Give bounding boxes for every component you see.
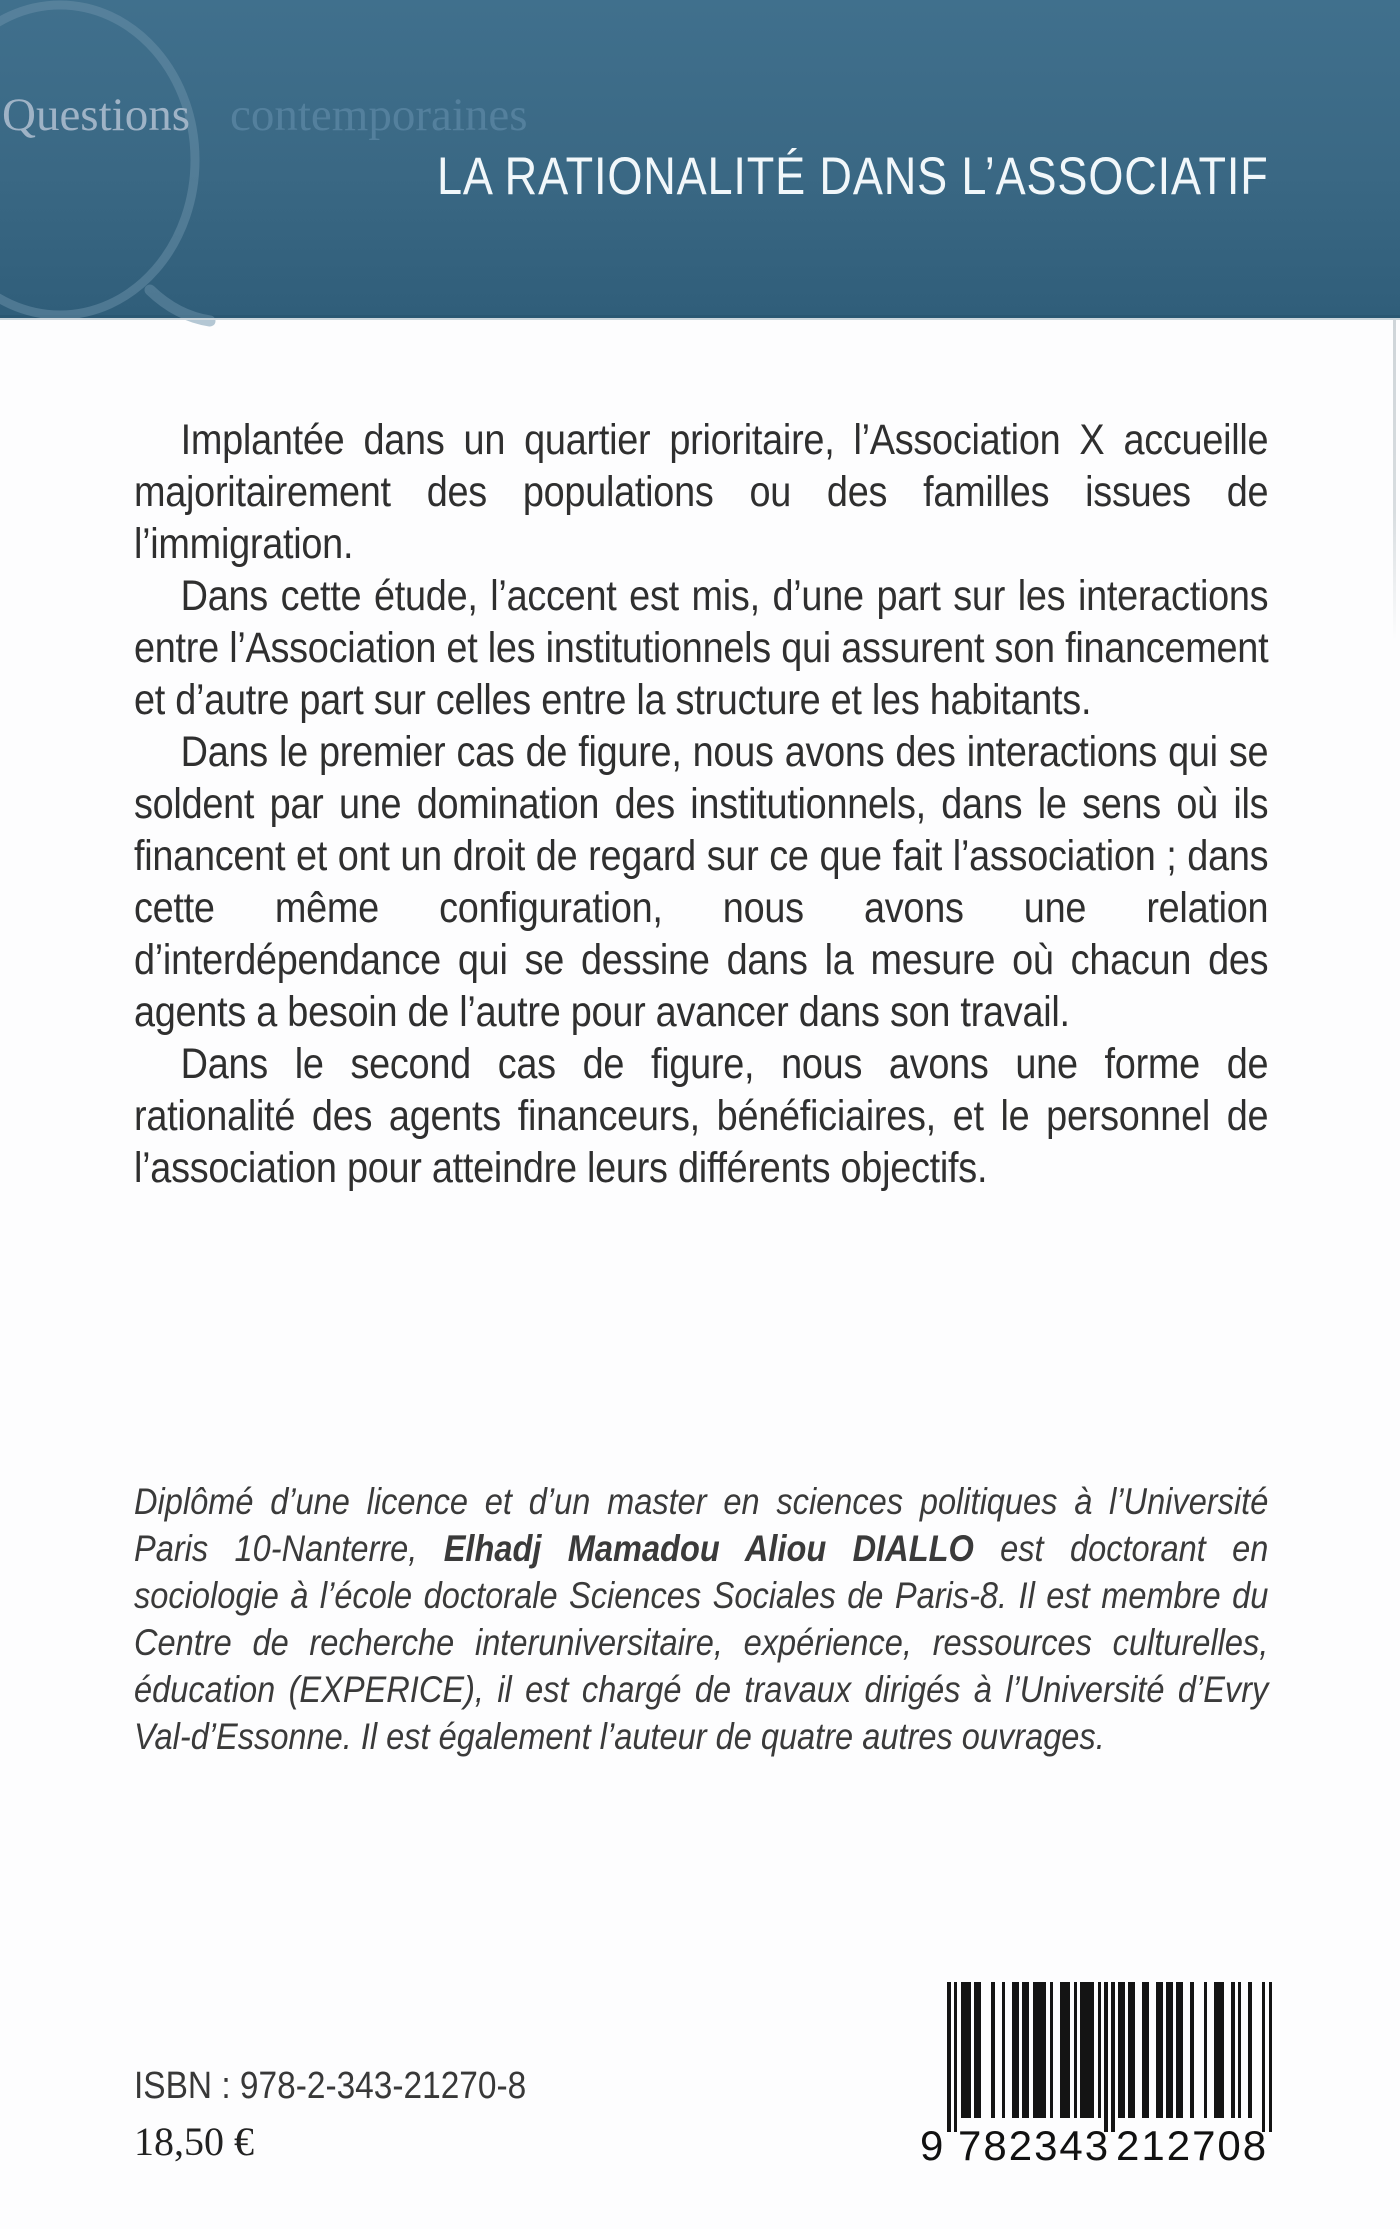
- barcode-digit-left: 9: [920, 2122, 946, 2169]
- barcode-bar: [1169, 1982, 1173, 2118]
- barcode-digits-group2: 212708: [1116, 2122, 1269, 2169]
- bio-text-before-name: Diplômé d’une licence et d’un master en sciences politiques à l’Université Paris 10-Nanterre,: [134, 1481, 1269, 1569]
- barcode-digits-group1: 782343: [958, 2122, 1111, 2169]
- barcode-bar: [1248, 1982, 1252, 2118]
- barcode-bar: [954, 1982, 958, 2132]
- bio-text-after-name: est doctorant en sociologie à l’école doctorale Sciences Sociales de Paris-8. Il est membre du Centre de recherche interuniversitaire, expérience, ressources culturelles, éducation (EXPERICE), il est chargé de travaux dirigés à l’Université d’Evry Val-d’Essonne. Il est également l’auteur de quatre autres ouvrages.: [134, 1528, 1269, 1757]
- barcode-bar: [1050, 1982, 1054, 2118]
- barcode-bar: [1231, 1982, 1235, 2118]
- header-band: [0, 0, 1400, 318]
- barcode-bar: [1262, 1982, 1266, 2132]
- barcode-bar: [1015, 1982, 1019, 2118]
- book-title: LA RATIONALITÉ DANS L’ASSOCIATIF: [437, 147, 1269, 206]
- barcode-bar: [1098, 1982, 1102, 2118]
- barcode-bar: [1043, 1982, 1047, 2118]
- synopsis-paragraph-2: Dans cette étude, l’accent est mis, d’une part sur les interactions entre l’Association et les institutionnels qui assurent son financement et d’autre part sur celles entre la structure et les habitants.: [134, 572, 1269, 724]
- author-name: Elhadj Mamadou Aliou DIALLO: [443, 1528, 974, 1569]
- barcode-bars: [947, 1982, 1272, 2132]
- barcode-bar: [991, 1982, 995, 2118]
- synopsis-paragraph-1: Implantée dans un quartier prioritaire, l’Association X accueille majoritairement des populations ou des familles issues de l’immigration.: [134, 416, 1269, 568]
- page-edge-shadow: [1393, 320, 1396, 640]
- barcode-bar: [947, 1982, 951, 2132]
- barcode-bar: [1180, 1982, 1184, 2118]
- synopsis-paragraph-4: Dans le second cas de figure, nous avons une forme de rationalité des agents financeurs, bénéficiaires, et le personnel de l’association pour atteindre leurs différents objectifs.: [134, 1040, 1269, 1192]
- barcode-digits: [920, 2124, 1272, 2168]
- author-bio: [134, 1478, 1268, 1760]
- collection-word-contemporaines: contemporaines: [230, 89, 528, 141]
- barcode-bar: [968, 1982, 972, 2118]
- barcode-bar: [1121, 1982, 1125, 2118]
- isbn-label: ISBN : 978-2-343-21270-8: [134, 2065, 527, 2107]
- barcode-bar: [1190, 1982, 1194, 2118]
- barcode-bar: [1145, 1982, 1149, 2118]
- synopsis-paragraph-3: Dans le premier cas de figure, nous avons des interactions qui se soldent par une domination des institutionnels, dans le sens où ils financent et ont un droit de regard sur ce que fait l’association ; dans cette même configuration, nous avons une relation d’interdépendance qui se dessine dans la mesure où chacun des agents a besoin de l’autre pour avancer dans son travail.: [134, 728, 1269, 1036]
- barcode-bar: [1111, 1982, 1115, 2132]
- barcode-bar: [1221, 1982, 1225, 2118]
- price-label: 18,50 €: [134, 2119, 254, 2164]
- barcode-bar: [978, 1982, 982, 2118]
- barcode-bar: [1074, 1982, 1078, 2118]
- collection-name: [2, 89, 528, 141]
- barcode-bar: [1269, 1982, 1273, 2132]
- barcode-bar: [1159, 1982, 1163, 2118]
- barcode-bar: [1067, 1982, 1071, 2118]
- barcode-bar: [1104, 1982, 1108, 2132]
- barcode-bar: [1026, 1982, 1030, 2118]
- synopsis: [134, 414, 1268, 1194]
- barcode-bar: [1091, 1982, 1095, 2118]
- barcode-bar: [1238, 1982, 1242, 2118]
- questions-q-watermark-icon: [0, 0, 245, 343]
- barcode-bar: [1204, 1982, 1208, 2118]
- ean13-barcode: [920, 1982, 1290, 2168]
- collection-word-questions: Questions: [2, 89, 190, 141]
- barcode-bar: [1002, 1982, 1006, 2118]
- barcode-bar: [1132, 1982, 1136, 2118]
